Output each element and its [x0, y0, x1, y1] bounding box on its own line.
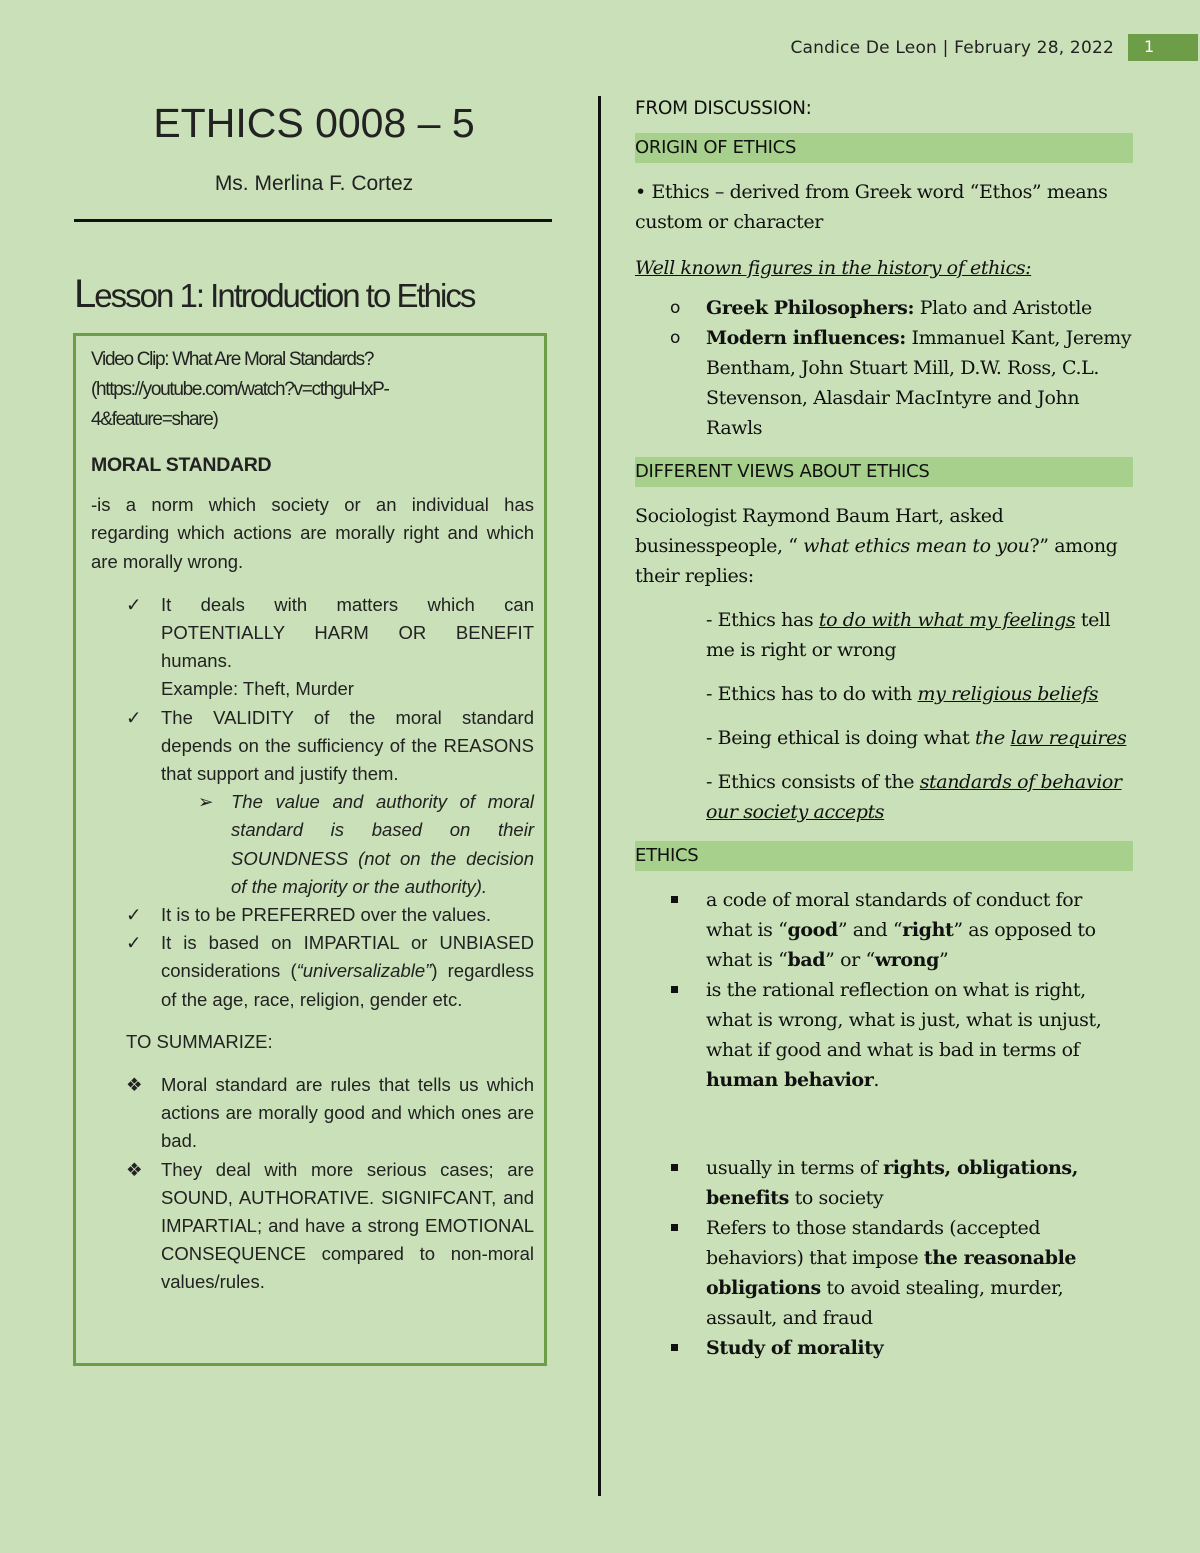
origin-text: • Ethics – derived from Greek word “Ethos” means custom or character [635, 181, 1108, 233]
views-text: Sociologist Raymond Baum Hart, asked businesspeople, “ [635, 505, 1004, 557]
keyword-study-of-morality: Study of morality [706, 1337, 884, 1359]
square-bullet-icon [671, 1164, 678, 1171]
list-item [670, 323, 1133, 443]
list-item-text: to avoid stealing, murder, assault, and fraud [706, 1277, 1064, 1329]
reply-text: - Ethics has to do with [706, 683, 918, 705]
reply-society-standards [706, 767, 1133, 827]
list-item-text: It deals with matters which can POTENTIALLY HARM OR BENEFIT humans. [161, 593, 534, 672]
course-title: ETHICS 0008 – 5 [153, 100, 475, 146]
list-item [670, 293, 1133, 323]
list-item [126, 929, 534, 1014]
list-item [126, 591, 534, 704]
list-item-text: Moral standard are rules that tells us which actions are morally good and which ones are bad. [161, 1074, 534, 1152]
list-item-text: They deal with more serious cases; are SOUND, AUTHORATIVE. SIGNIFCANT, and IMPARTIAL; and have a strong EMOTIONAL CONSEQUENCE compared to non-moral values/rules. [161, 1158, 534, 1293]
reply-feelings [706, 605, 1133, 665]
square-bullet-icon [671, 986, 678, 993]
list-item-text-end: ) regardless of the age, race, religion, gender etc. [161, 960, 534, 1010]
list-item-text: Refers to those standards (accepted behaviors) that impose [706, 1217, 1041, 1269]
reply-emphasis: law requires [1010, 727, 1127, 749]
keyword-bad: bad [787, 949, 826, 971]
teacher-name: Ms. Merlina F. Cortez [214, 172, 414, 195]
square-bullet-icon [671, 896, 678, 903]
column-divider [598, 96, 601, 1496]
reply-text-end: tell me is right or wrong [706, 609, 1111, 661]
section-different-views: DIFFERENT VIEWS ABOUT ETHICS [635, 457, 1133, 487]
check-icon: ✓ [126, 932, 142, 954]
arrow-icon: ➢ [198, 791, 214, 813]
check-icon: ✓ [126, 593, 142, 615]
list-item-text: Immanuel Kant, Jeremy Bentham, John Stuart Mill, D.W. Ross, C.L. Stevenson, Alasdair MacIntyre and John Rawls [706, 327, 1132, 439]
sub-list [198, 788, 534, 901]
example-text: Example: Theft, Murder [161, 678, 354, 700]
figures-list [635, 293, 1133, 443]
keyword-rights: rights, obligations, benefits [706, 1157, 1078, 1209]
summarize-heading: TO SUMMARIZE: [126, 1030, 273, 1052]
moral-standard-heading: MORAL STANDARD [91, 454, 272, 476]
page-number: 1 [1128, 34, 1198, 61]
list-item-text: to society [788, 1187, 884, 1209]
reply-emphasis: to do with what my feelings [818, 609, 1076, 631]
diamond-bullet-icon: ❖ [126, 1158, 143, 1180]
keyword-human-behavior: human behavior [706, 1069, 874, 1091]
reply-religious-beliefs [706, 679, 1133, 709]
list-item-text: is the rational reflection on what is right, what is wrong, what is just, what is unjust, what if good and what is bad in terms of [706, 979, 1102, 1061]
list-item [126, 1156, 534, 1297]
reply-law [706, 723, 1133, 753]
list-item-text: a code of moral standards of conduct for what is “ [706, 889, 1082, 941]
square-bullet-icon [671, 1344, 678, 1351]
ethics-definition-list [635, 885, 1133, 1363]
circle-bullet-icon: o [670, 298, 681, 318]
circle-bullet-icon: o [670, 328, 681, 348]
list-item [126, 901, 534, 929]
lesson-title-rest: esson 1: Introduction to Ethics [94, 277, 475, 314]
list-item [706, 1213, 1133, 1333]
section-origin-of-ethics: ORIGIN OF ETHICS [635, 133, 1133, 163]
reply-text: - Being ethical is doing what [706, 727, 975, 749]
views-text-end: ?” among their replies: [635, 535, 1118, 587]
list-item [706, 975, 1133, 1095]
title-rule [74, 219, 552, 222]
moral-standard-definition: -is a norm which society or an individual has regarding which actions are morally right and which are morally wrong. [91, 494, 534, 572]
spacer [706, 1095, 1133, 1153]
moral-standard-box [73, 333, 547, 1366]
check-icon: ✓ [126, 904, 142, 926]
video-clip-title: Video Clip: What Are Moral Standards? [91, 349, 374, 370]
discussion-column [635, 98, 1133, 1363]
from-discussion-heading: FROM DISCUSSION: [635, 98, 812, 119]
video-clip-link-end[interactable]: 4&feature=share) [91, 409, 218, 430]
moral-standard-characteristics [126, 591, 534, 1014]
universalizable-text: “universalizable” [296, 960, 432, 982]
list-item [706, 1153, 1133, 1213]
list-item-label: Greek Philosophers: [706, 297, 915, 319]
keyword-right: right [902, 919, 954, 941]
summary-list [126, 1071, 534, 1297]
video-clip-link[interactable]: (https://youtube.com/watch?v=cthguHxP- [91, 379, 389, 400]
list-item [706, 885, 1133, 975]
views-intro [635, 501, 1133, 591]
keyword-obligations: the reasonable obligations [706, 1247, 1077, 1299]
check-icon: ✓ [126, 706, 142, 728]
list-item-text: ” as opposed to what is “ [706, 919, 1096, 971]
list-item-text: Plato and Aristotle [914, 297, 1092, 319]
reply-emphasis: my religious beliefs [917, 683, 1099, 705]
list-item-text: It is to be PREFERRED over the values. [161, 904, 492, 926]
sub-list-item [198, 788, 534, 901]
reply-emphasis: standards of behavior our society accepts [706, 771, 1122, 823]
keyword-wrong: wrong [874, 949, 939, 971]
reply-text: - Ethics consists of the [706, 771, 920, 793]
list-item-text: ” and “ [837, 919, 903, 941]
list-item [706, 1333, 1133, 1363]
lesson-title [74, 272, 474, 317]
list-item-text: The VALIDITY of the moral standard depends on the sufficiency of the REASONS that support and justify them. [161, 706, 534, 785]
list-item [126, 704, 534, 901]
list-item-text: ” [938, 949, 949, 971]
lesson-initial: L [74, 272, 95, 316]
list-item-text: ” or “ [825, 949, 875, 971]
square-bullet-icon [671, 1224, 678, 1231]
reply-text: - Ethics has [706, 609, 819, 631]
diamond-bullet-icon: ❖ [126, 1074, 143, 1096]
list-item-label: Modern influences: [706, 327, 906, 349]
header-author-date: Candice De Leon | February 28, 2022 [790, 38, 1114, 58]
list-item-text: It is based on IMPARTIAL or UNBIASED considerations ( [161, 932, 534, 982]
list-item-text: . [873, 1069, 879, 1091]
video-clip-reference [91, 345, 534, 435]
list-item [126, 1071, 534, 1156]
keyword-good: good [787, 919, 838, 941]
list-item-text: usually in terms of [706, 1157, 884, 1179]
section-ethics: ETHICS [635, 841, 1133, 871]
reply-emphasis-plain: the [974, 727, 1011, 749]
views-question: what ethics mean to you [797, 535, 1030, 557]
figures-heading: Well known figures in the history of ethics: [635, 257, 1032, 279]
sub-list-item-text: The value and authority of moral standard is based on their SOUNDNESS (not on the decision of the majority or the authority). [231, 791, 534, 897]
